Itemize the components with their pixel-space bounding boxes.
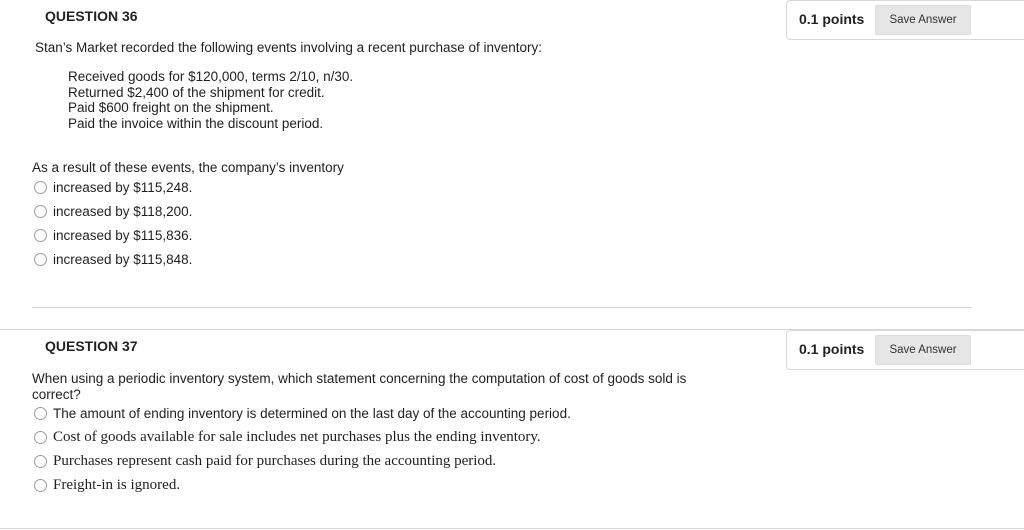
option-label: increased by $115,248. (53, 179, 193, 195)
option-label: The amount of ending inventory is determined on the last day of the accounting period. (53, 405, 571, 421)
option-label: increased by $115,848. (53, 251, 193, 267)
question-divider (32, 307, 972, 308)
question-36-option-b[interactable] (34, 201, 192, 221)
radio-button[interactable] (34, 431, 47, 444)
question-36-prompt: Stan’s Market recorded the following events involving a recent purchase of inventory: (35, 40, 543, 55)
question-37-option-d[interactable] (34, 475, 180, 495)
question-36-points-panel (786, 0, 1024, 40)
question-37-title: QUESTION 37 (45, 338, 138, 354)
question-37-stem (32, 371, 686, 402)
radio-button[interactable] (34, 253, 47, 266)
question-36-save-answer-button[interactable]: Save Answer (875, 5, 971, 35)
event-item: Received goods for $120,000, terms 2/10, n/30. (68, 69, 354, 84)
question-37-points-panel (786, 330, 1024, 370)
question-36-option-d[interactable] (34, 249, 192, 269)
radio-button[interactable] (34, 479, 47, 492)
radio-button[interactable] (34, 407, 47, 420)
radio-button[interactable] (34, 181, 47, 194)
question-37-save-answer-button[interactable]: Save Answer (875, 335, 971, 365)
question-36-title: QUESTION 36 (45, 8, 138, 24)
question-36-option-c[interactable] (34, 225, 192, 245)
option-label: increased by $115,836. (53, 227, 193, 243)
event-item: Paid the invoice within the discount period. (68, 115, 324, 131)
option-label: Cost of goods available for sale includes net purchases plus the ending inventory. (53, 428, 541, 445)
question-37-option-b[interactable] (34, 427, 541, 447)
question-37-stem-line: When using a periodic inventory system, which statement concerning the computation of cost of goods sold is (32, 371, 687, 386)
event-item: Returned $2,400 of the shipment for credit. (68, 84, 325, 100)
radio-button[interactable] (34, 205, 47, 218)
option-label: Purchases represent cash paid for purchases during the accounting period. (53, 452, 497, 469)
radio-button[interactable] (34, 455, 47, 468)
question-37-stem-line: correct? (32, 386, 81, 402)
radio-button[interactable] (34, 229, 47, 242)
option-label: Freight-in is ignored. (53, 476, 181, 493)
bottom-rule (0, 528, 1024, 529)
option-label: increased by $118,200. (53, 203, 193, 219)
event-item: Paid $600 freight on the shipment. (68, 100, 274, 115)
question-37-points: 0.1 points (799, 341, 865, 357)
question-36-stem: As a result of these events, the company’s inventory (32, 160, 344, 175)
question-36-events (68, 69, 353, 131)
question-36-option-a[interactable] (34, 177, 192, 197)
question-37-option-a[interactable] (34, 403, 571, 423)
question-37-option-c[interactable] (34, 451, 496, 471)
question-36-points: 0.1 points (799, 11, 865, 27)
